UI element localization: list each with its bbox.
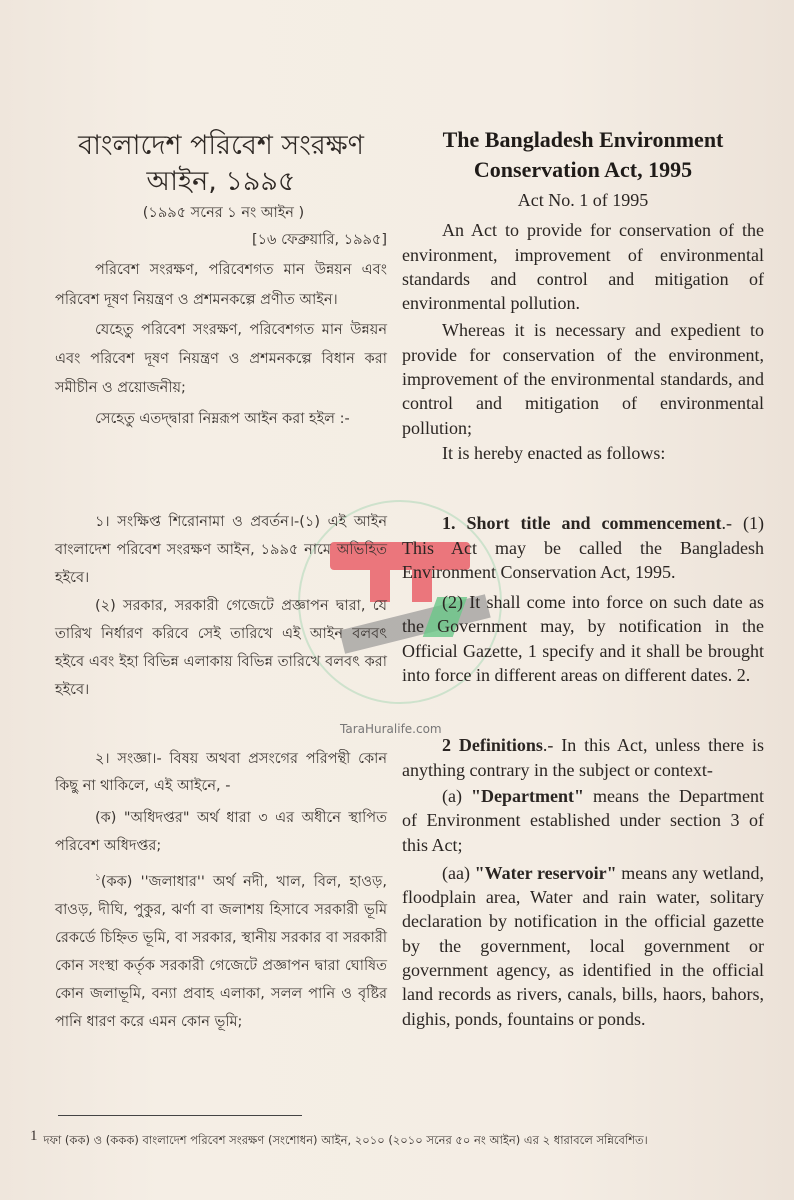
bengali-section-1	[55, 508, 387, 592]
bengali-title-line1: বাংলাদেশ পরিবেশ সংরক্ষণ	[78, 130, 364, 161]
bengali-definition-aa	[55, 864, 387, 1036]
footnote-divider	[58, 1115, 302, 1116]
bengali-section-1-2: (২) সরকার, সরকারী গেজেটে প্রজ্ঞাপন দ্বারা, যে তারিখ নির্ধারণ করিবে সেই তারিখে এই আইন বলবৎ হইবে এবং ইহা বিভিন্ন এলাকায় বিভিন্ন তারিখে বলবৎ করা হইবে।	[55, 598, 387, 698]
english-section-2-heading: 2 Definitions	[442, 735, 543, 756]
definition-a-term: "Department"	[471, 785, 584, 806]
bengali-title	[55, 128, 387, 200]
english-whereas: Whereas it is necessary and expedient to provide for conservation of the environment, improvement of the environmental standards, and control and mitigation of environmental pollution;	[402, 320, 764, 438]
bengali-section-2	[55, 746, 387, 800]
definition-a-text: means the Department of Environment established under section 3 of this Act;	[402, 785, 764, 855]
english-preamble: An Act to provide for conservation of the environment, improvement of environmental standards and control and mitigation of environmental pollution.	[402, 220, 764, 314]
english-column	[402, 125, 764, 1031]
bengali-enacted: সেহেতু এতদ্দ্বারা নিম্নরূপ আইন করা হইল :-	[95, 411, 350, 427]
english-section-1-heading: 1. Short title and commencement	[442, 513, 722, 534]
definition-aa-text: means any wetland, floodplain area, Water and rain water, solitary declaration by notification in the official gazette by the government, local government or government agency, as identified in the official land records as rivers, canals, bills, haors, bahors, dighis, ponds, fountains or ponds.	[402, 862, 765, 1029]
definition-aa-label: (aa)	[442, 862, 475, 883]
english-section-2-text: .- In this Act, unless there is anything contrary in the subject or context-	[402, 735, 764, 780]
bengali-section-1-text: -(১) এই আইন বাংলাদেশ পরিবেশ সংরক্ষণ আইন, ১৯৯৫ নামে অভিহিত হইবে।	[55, 514, 387, 586]
footnote-reference: ১	[95, 873, 101, 883]
bengali-section-2-text: - বিষয় অথবা প্রসংগের পরিপন্থী কোন কিছু না থাকিলে, এই আইনে, -	[55, 751, 388, 794]
bengali-section-1-heading: ১। সংক্ষিপ্ত শিরোনামা ও প্রবর্তন।	[95, 514, 295, 530]
footnote-text: দফা (কক) ও (ককক) বাংলাদেশ পরিবেশ সংরক্ষণ (সংশোধন) আইন, ২০১০ (২০১০ সনের ৫০ নং আইন) এর ২ ধারাবলে সন্নিবেশিত।	[43, 1133, 648, 1147]
footnote	[30, 1128, 648, 1151]
bengali-preamble: পরিবেশ সংরক্ষণ, পরিবেশগত মান উন্নয়ন এবং পরিবেশ দূষণ নিয়ন্ত্রণ ও প্রশমনকল্পে প্রণীত আইন।	[55, 262, 387, 308]
definition-aa-term: "Water reservoir"	[474, 862, 617, 883]
english-title-line2: Conservation Act, 1995	[473, 157, 693, 182]
bengali-title-line2: আইন, ১৯৯৫	[146, 166, 296, 197]
bengali-definition-a: (ক) "অধিদপ্তর" অর্থ ধারা ৩ এর অধীনে স্থাপিত পরিবেশ অধিদপ্তর;	[55, 810, 387, 854]
bengali-date: [১৬ ফেব্রুয়ারি, ১৯৯৫]	[251, 232, 387, 248]
english-section-1	[402, 511, 764, 584]
english-enacted: It is hereby enacted as follows:	[442, 442, 666, 463]
bengali-whereas: যেহেতু পরিবেশ সংরক্ষণ, পরিবেশগত মান উন্নয়ন এবং পরিবেশ দূষণ নিয়ন্ত্রণ ও প্রশমনকল্পে বিধান করা সমীচীন ও প্রয়োজনীয়;	[55, 322, 387, 396]
definition-a-label: (a)	[442, 785, 472, 806]
english-definition-aa	[402, 861, 764, 1031]
english-section-1-text: .- (1) This Act may be called the Bangladesh Environment Conservation Act, 1995.	[402, 513, 765, 582]
bengali-act-number: (১৯৯৫ সনের ১ নং আইন )	[142, 205, 305, 221]
watermark-text: TaraHuralife.com	[340, 722, 442, 736]
footnote-mark: 1	[30, 1128, 38, 1144]
english-section-1-2: (2) It shall come into force on such date as the Government may, by notification in the Official Gazette, 1 specify and it shall be brought into force in different areas on different dates. 2.	[402, 592, 764, 686]
english-title	[402, 125, 764, 185]
english-act-number: Act No. 1 of 1995	[517, 190, 649, 210]
bengali-column	[55, 128, 387, 1036]
english-title-line1: The Bangladesh Environment	[442, 127, 724, 152]
english-definition-a	[402, 784, 764, 857]
bengali-definition-aa-text: (কক) ''জলাধার'' অর্থ নদী, খাল, বিল, হাওড়, বাওড়, দীঘি, পুকুর, ঝর্ণা বা জলাশয় হিসাবে সরকারী ভূমি রেকর্ডে চিহ্নিত ভূমি, বা সরকার, স্থানীয় সরকার বা সরকারী কোন সংস্থা কর্তৃক সরকারী গেজেটে প্রজ্ঞাপন দ্বারা ঘোষিত কোন জলাভূমি, বন্যা প্রবাহ এলাকা, সলল পানি ও বৃষ্টির পানি ধারণ করে এমন কোন ভূমি;	[55, 873, 387, 1030]
english-section-2	[402, 733, 764, 782]
bengali-section-2-heading: ২। সংজ্ঞা।	[95, 751, 157, 767]
